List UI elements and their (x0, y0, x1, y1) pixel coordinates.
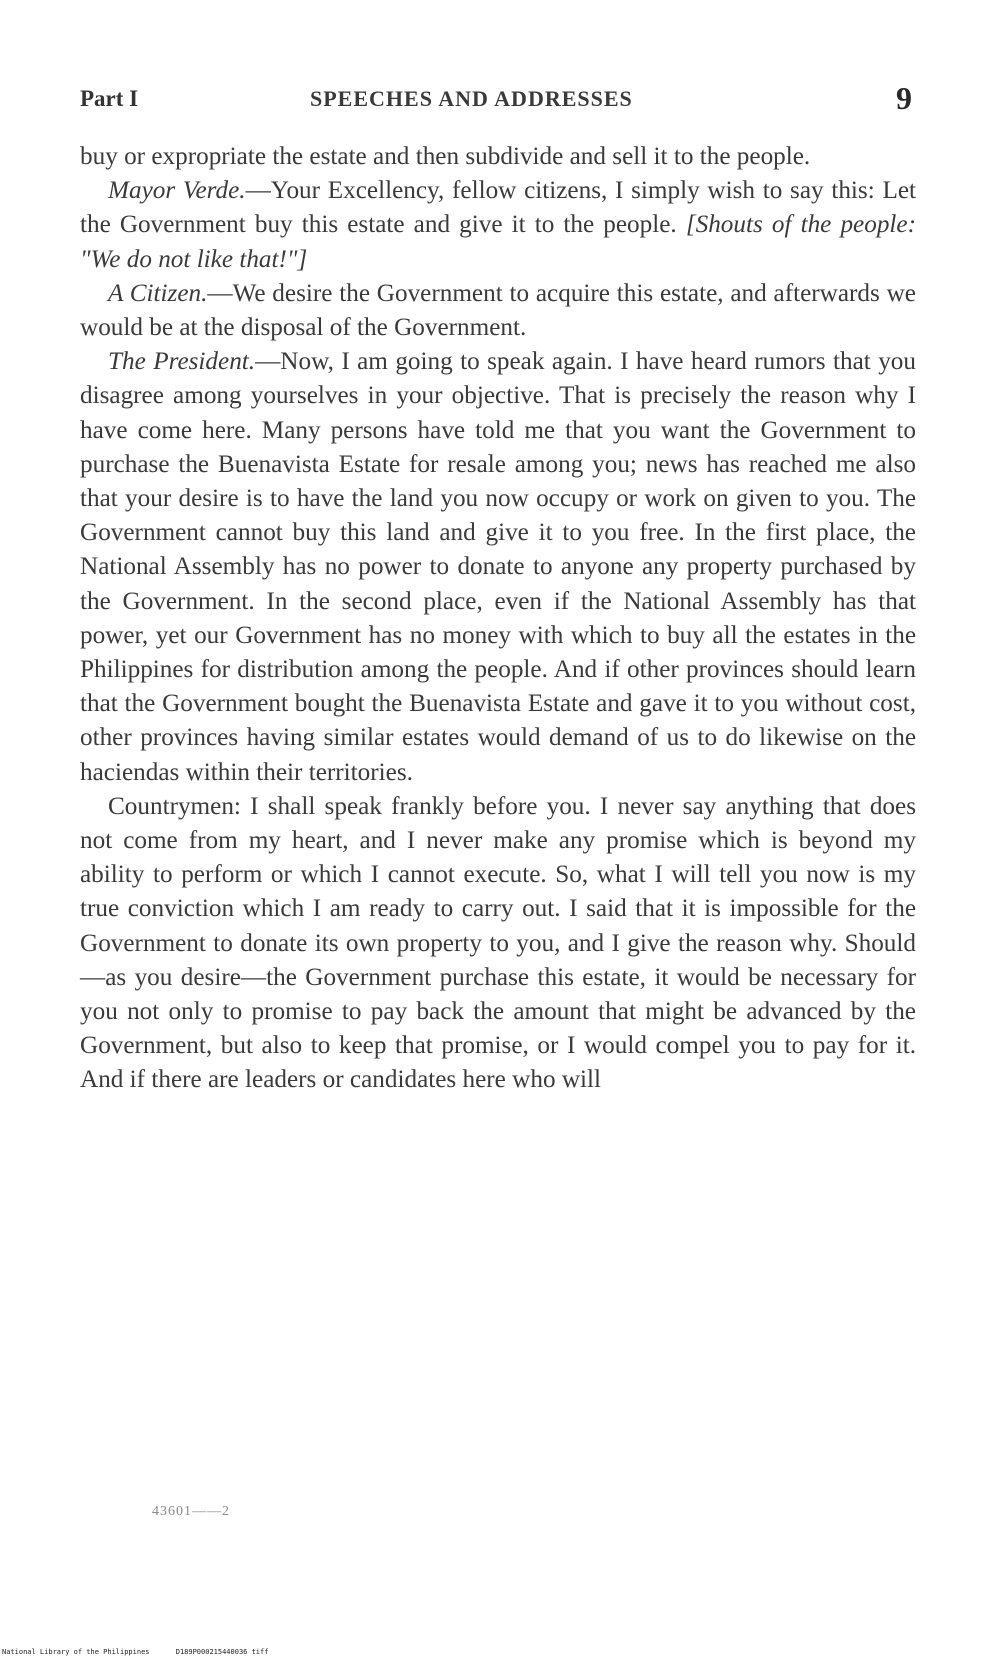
paragraph-text: buy or expropriate the estate and then subdivide and sell it to the people. (80, 143, 811, 170)
part-label: Part I (80, 86, 139, 111)
printer-signature: 43601——2 (152, 1504, 230, 1519)
paragraph-text: Countrymen: I shall speak frankly before you. I never say anything that does not come from my heart, and I never make any promise which is beyond my ability to perform or which I cannot execute. So, what I will tell you now is my true conviction which I am ready to carry out. I said that it is impossible for the Government to donate its own property to you, and I give the reason why. Should—as you desire—the Government purchase this estate, it would be necessary for you not only to promise to pay back the amount that might be advanced by the Government, but also to keep that promise, or I would compel you to pay for it. And if there are leaders or candidates here who will (80, 792, 916, 1094)
speaker-name: The President. (108, 348, 256, 376)
paragraph-text: —We desire the Government to acquire this estate, and afterwards we would be at the disposal of the Government. (80, 279, 916, 342)
running-title: SPEECHES AND ADDRESSES (310, 86, 633, 111)
paragraph-4 (80, 345, 916, 790)
scan-credit (2, 1648, 290, 1657)
paragraph-text: —Now, I am going to speak again. I have heard rumors that you disagree among yourselves in your objective. That is precisely the reason why I have come here. Many persons have told me that you want the Government to purchase the Buenavista Estate for resale among you; news has reached me also that your desire is to have the land you now occupy or work on given to you. The Government cannot buy this land and give it to you free. In the first place, the National Assembly has no power to donate to anyone any property purchased by the Government. In the second place, even if the National Assembly has that power, yet our Government has no money with which to buy all the estates in the Philippines for distribution among the people. And if other provinces should learn that the Government bought the Buenavista Estate and gave it to you without cost, other provinces having similar estates would demand of us to do likewise on the haciendas within their territories. (80, 348, 916, 786)
paragraph-5 (80, 790, 916, 1098)
library-credit: National Library of the Philippines (2, 1648, 150, 1656)
paragraph-1 (80, 140, 916, 174)
page-number: 9 (896, 80, 912, 116)
body-text (80, 140, 916, 1098)
speaker-name: Mayor Verde. (108, 177, 246, 205)
paragraph-3 (80, 277, 916, 345)
paragraph-text: —Your Excellency, fellow citizens, I simply wish to say this: Let the Government buy this estate and give it to the people. (80, 177, 917, 239)
page-header (80, 82, 912, 122)
speaker-name: A Citizen. (108, 279, 208, 307)
paragraph-2 (80, 174, 916, 277)
file-name: D189P000215440036 tiff (175, 1648, 269, 1656)
stage-direction: [Shouts of the people: "We do not like that!"] (80, 211, 916, 273)
